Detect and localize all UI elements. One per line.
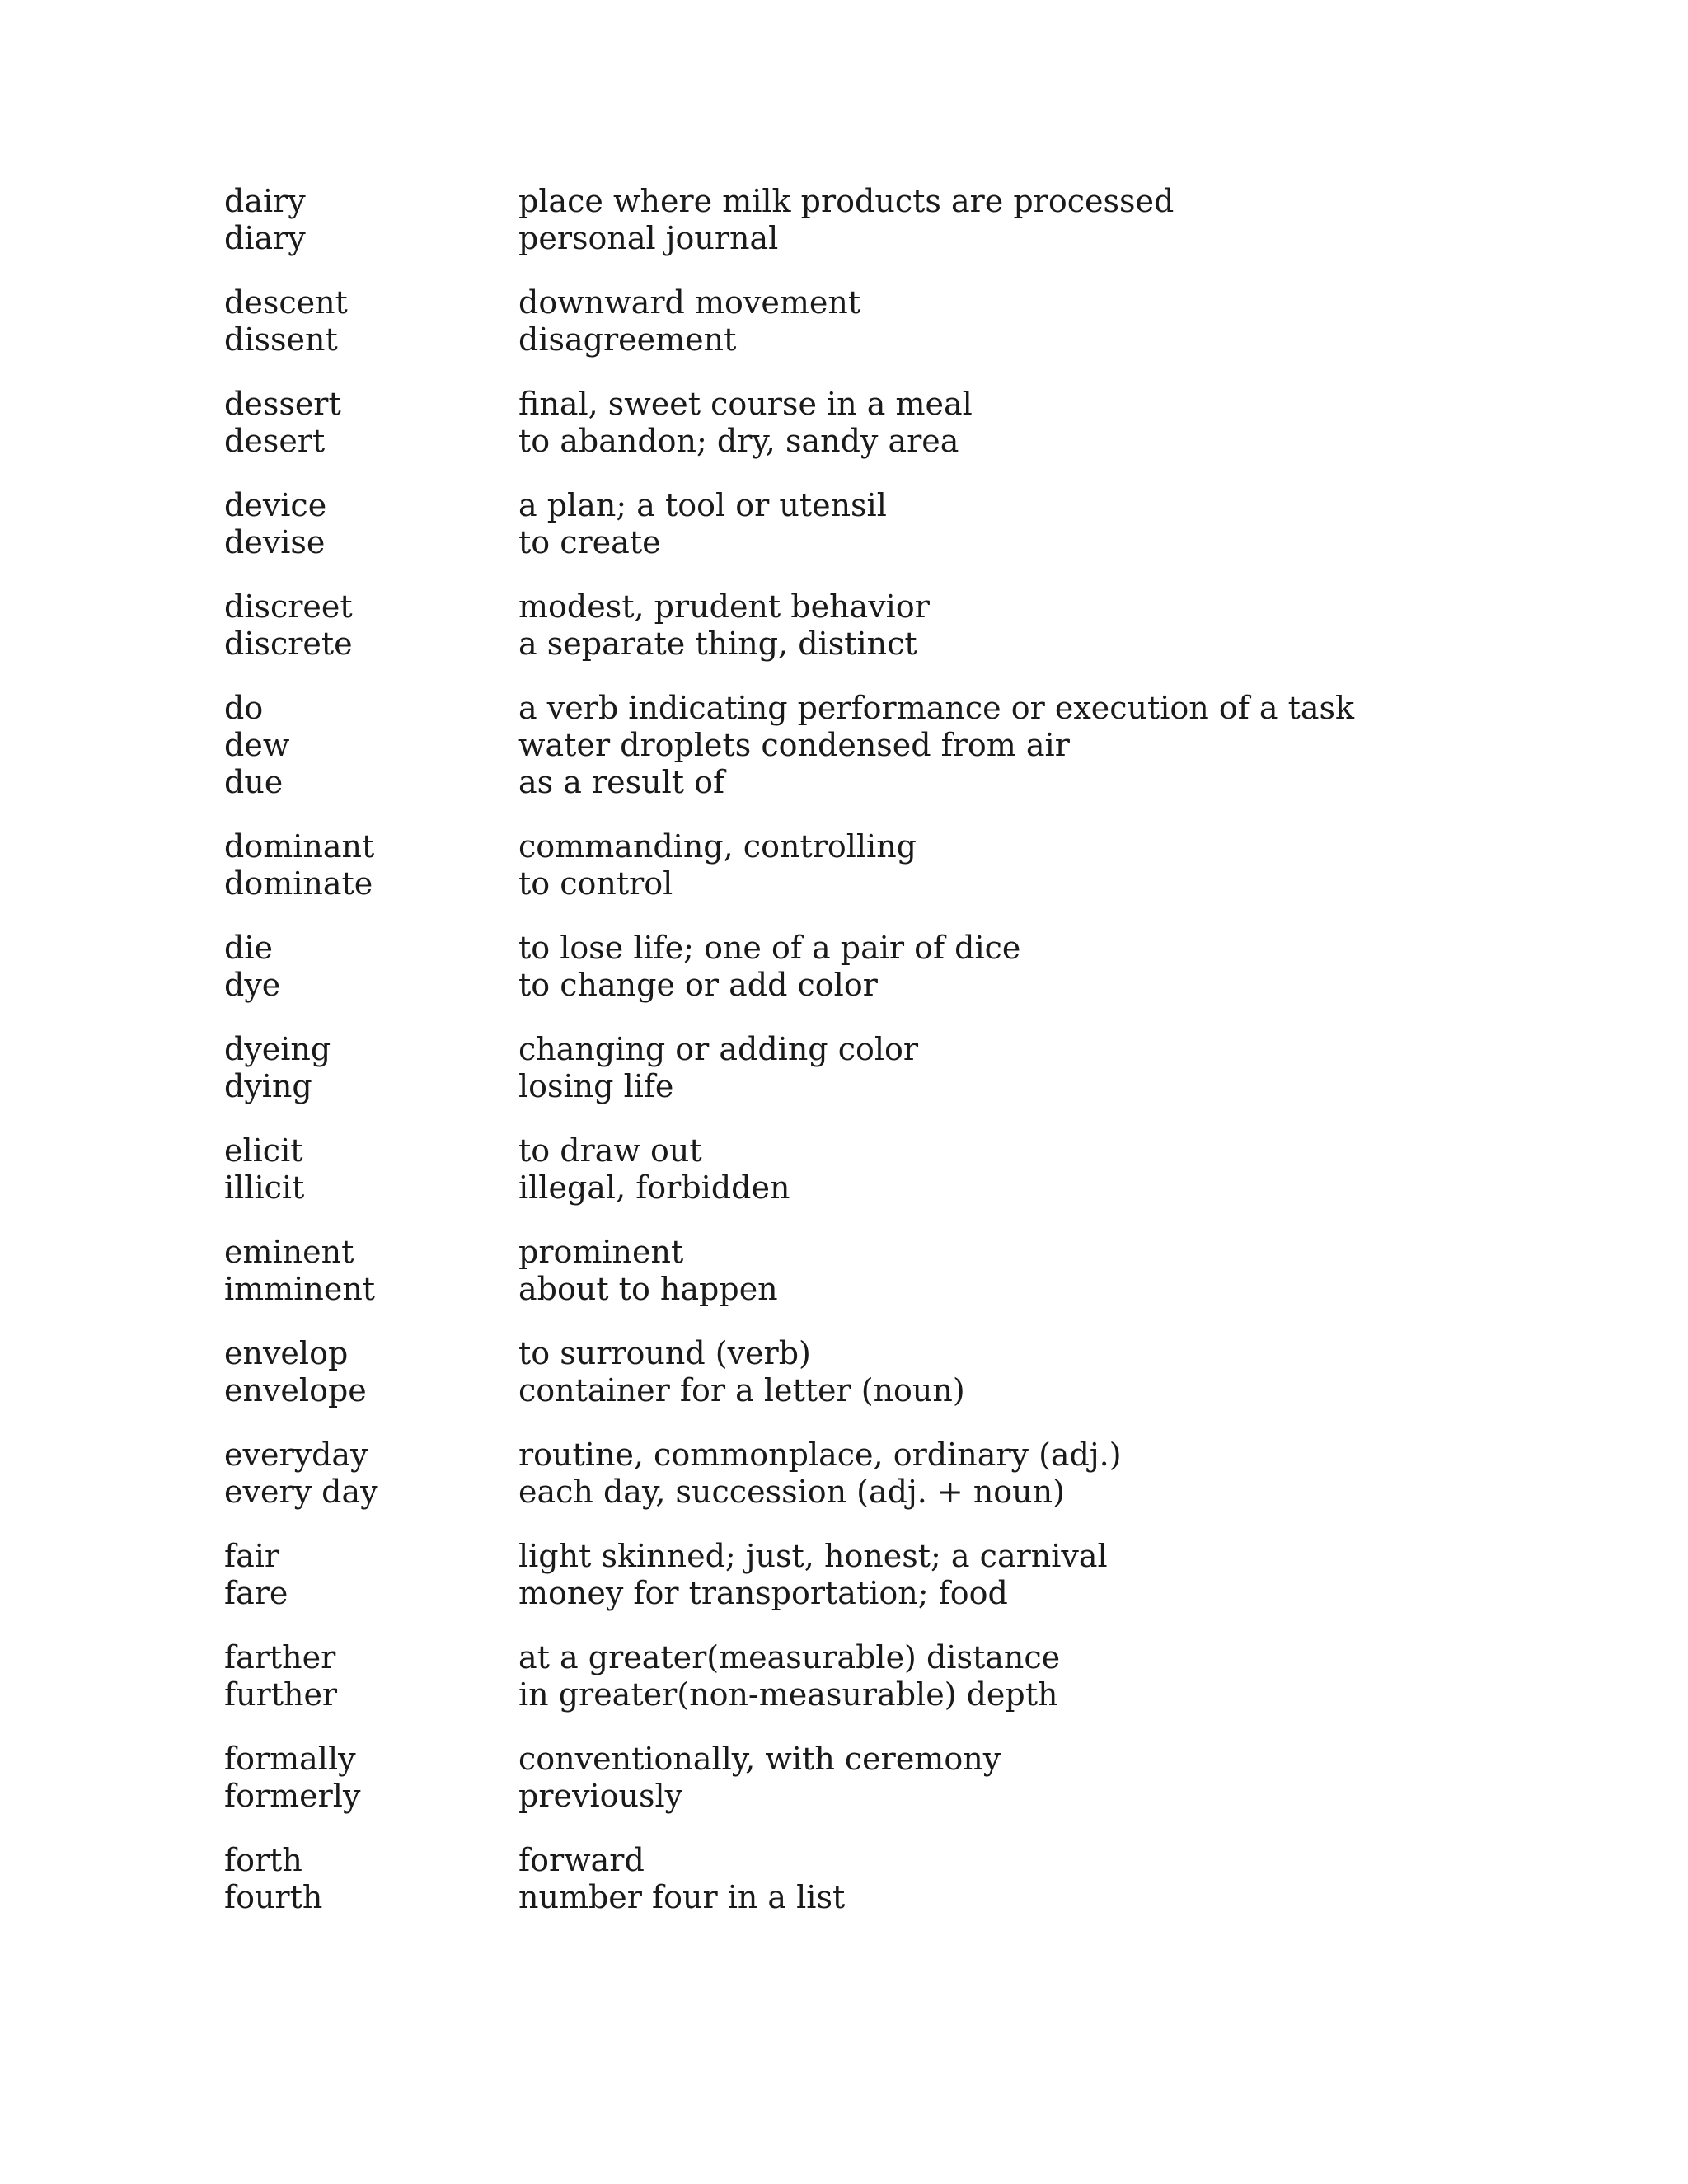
word-entry-row xyxy=(224,1234,1461,1271)
word-definition: each day, succession (adj. + noun) xyxy=(518,1474,1065,1510)
word-term: desert xyxy=(224,423,326,459)
word-definition: losing life xyxy=(518,1068,674,1104)
word-group xyxy=(224,1538,1461,1612)
word-term: formerly xyxy=(224,1778,361,1814)
word-definition-list xyxy=(224,183,1461,1943)
word-term: forth xyxy=(224,1842,302,1878)
word-definition: forward xyxy=(518,1842,645,1878)
word-entry-row xyxy=(224,1741,1461,1778)
word-term: envelop xyxy=(224,1335,349,1371)
word-definition: water droplets condensed from air xyxy=(518,727,1070,763)
word-term: dying xyxy=(224,1068,312,1104)
word-term: dominant xyxy=(224,828,375,865)
word-group xyxy=(224,1335,1461,1409)
word-entry-row xyxy=(224,828,1461,865)
word-group xyxy=(224,1639,1461,1713)
word-entry-row xyxy=(224,1778,1461,1815)
word-definition: final, sweet course in a meal xyxy=(518,386,973,422)
word-term: illicit xyxy=(224,1169,305,1206)
word-term: every day xyxy=(224,1474,378,1510)
word-definition: light skinned; just, honest; a carnival xyxy=(518,1538,1108,1574)
word-entry-row xyxy=(224,1271,1461,1308)
word-definition: number four in a list xyxy=(518,1879,846,1915)
word-term: discrete xyxy=(224,626,353,662)
word-term: everyday xyxy=(224,1436,368,1473)
word-term: further xyxy=(224,1676,338,1713)
word-group xyxy=(224,1234,1461,1308)
word-definition: to lose life; one of a pair of dice xyxy=(518,930,1021,966)
word-group xyxy=(224,1031,1461,1105)
word-definition: in greater(non-measurable) depth xyxy=(518,1676,1058,1713)
word-entry-row xyxy=(224,727,1461,764)
word-definition: a plan; a tool or utensil xyxy=(518,487,887,523)
word-group xyxy=(224,183,1461,257)
word-term: dyeing xyxy=(224,1031,331,1067)
word-entry-row xyxy=(224,764,1461,801)
word-definition: personal journal xyxy=(518,220,779,256)
word-definition: as a result of xyxy=(518,764,725,800)
word-definition: container for a letter (noun) xyxy=(518,1372,965,1408)
word-definition: conventionally, with ceremony xyxy=(518,1741,1001,1777)
word-term: dew xyxy=(224,727,290,763)
word-group xyxy=(224,690,1461,801)
word-group xyxy=(224,1741,1461,1815)
word-definition: disagreement xyxy=(518,321,737,358)
word-term: device xyxy=(224,487,327,523)
word-definition: to draw out xyxy=(518,1132,702,1169)
word-definition: commanding, controlling xyxy=(518,828,917,865)
word-term: descent xyxy=(224,284,348,321)
word-entry-row xyxy=(224,1879,1461,1916)
word-term: envelope xyxy=(224,1372,367,1408)
word-definition: to abandon; dry, sandy area xyxy=(518,423,959,459)
word-definition: money for transportation; food xyxy=(518,1575,1008,1611)
word-definition: routine, commonplace, ordinary (adj.) xyxy=(518,1436,1122,1473)
word-group xyxy=(224,930,1461,1004)
word-entry-row xyxy=(224,1538,1461,1575)
word-entry-row xyxy=(224,1068,1461,1105)
word-term: die xyxy=(224,930,273,966)
word-group xyxy=(224,284,1461,359)
word-term: formally xyxy=(224,1741,356,1777)
word-term: dominate xyxy=(224,865,373,902)
word-group xyxy=(224,1132,1461,1207)
word-entry-row xyxy=(224,321,1461,359)
word-definition: changing or adding color xyxy=(518,1031,919,1067)
word-entry-row xyxy=(224,1639,1461,1676)
word-entry-row xyxy=(224,1436,1461,1474)
word-term: fare xyxy=(224,1575,288,1611)
word-definition: downward movement xyxy=(518,284,861,321)
word-entry-row xyxy=(224,487,1461,524)
word-group xyxy=(224,1842,1461,1916)
word-entry-row xyxy=(224,423,1461,460)
word-entry-row xyxy=(224,626,1461,663)
word-term: farther xyxy=(224,1639,336,1675)
word-entry-row xyxy=(224,386,1461,423)
word-term: do xyxy=(224,690,264,726)
word-entry-row xyxy=(224,1474,1461,1511)
word-entry-row xyxy=(224,865,1461,902)
word-term: due xyxy=(224,764,284,800)
word-entry-row xyxy=(224,1575,1461,1612)
word-definition: modest, prudent behavior xyxy=(518,588,930,625)
word-definition: a verb indicating performance or execution of a task xyxy=(518,690,1355,726)
word-entry-row xyxy=(224,1676,1461,1713)
word-definition: place where milk products are processed xyxy=(518,183,1175,219)
word-definition: to create xyxy=(518,524,661,560)
word-entry-row xyxy=(224,1335,1461,1372)
word-entry-row xyxy=(224,220,1461,257)
word-term: dairy xyxy=(224,183,306,219)
word-definition: about to happen xyxy=(518,1271,778,1307)
word-definition: illegal, forbidden xyxy=(518,1169,790,1206)
word-entry-row xyxy=(224,183,1461,220)
word-entry-row xyxy=(224,284,1461,321)
word-term: discreet xyxy=(224,588,353,625)
word-term: elicit xyxy=(224,1132,303,1169)
word-definition: to control xyxy=(518,865,673,902)
word-entry-row xyxy=(224,524,1461,561)
word-term: imminent xyxy=(224,1271,376,1307)
word-group xyxy=(224,386,1461,460)
word-definition: a separate thing, distinct xyxy=(518,626,917,662)
word-entry-row xyxy=(224,930,1461,967)
word-definition: previously xyxy=(518,1778,683,1814)
word-entry-row xyxy=(224,1031,1461,1068)
word-definition: to surround (verb) xyxy=(518,1335,811,1371)
word-entry-row xyxy=(224,1842,1461,1879)
word-entry-row xyxy=(224,588,1461,626)
word-entry-row xyxy=(224,1132,1461,1169)
word-definition: prominent xyxy=(518,1234,684,1270)
word-definition: to change or add color xyxy=(518,967,878,1003)
word-group xyxy=(224,828,1461,902)
word-term: fourth xyxy=(224,1879,323,1915)
word-term: devise xyxy=(224,524,326,560)
word-definition: at a greater(measurable) distance xyxy=(518,1639,1061,1675)
word-entry-row xyxy=(224,690,1461,727)
word-entry-row xyxy=(224,967,1461,1004)
word-group xyxy=(224,1436,1461,1511)
word-term: eminent xyxy=(224,1234,354,1270)
word-term: diary xyxy=(224,220,306,256)
word-group xyxy=(224,588,1461,663)
word-entry-row xyxy=(224,1372,1461,1409)
word-term: dye xyxy=(224,967,281,1003)
word-term: dessert xyxy=(224,386,341,422)
word-term: dissent xyxy=(224,321,338,358)
word-group xyxy=(224,487,1461,561)
word-term: fair xyxy=(224,1538,280,1574)
word-entry-row xyxy=(224,1169,1461,1207)
